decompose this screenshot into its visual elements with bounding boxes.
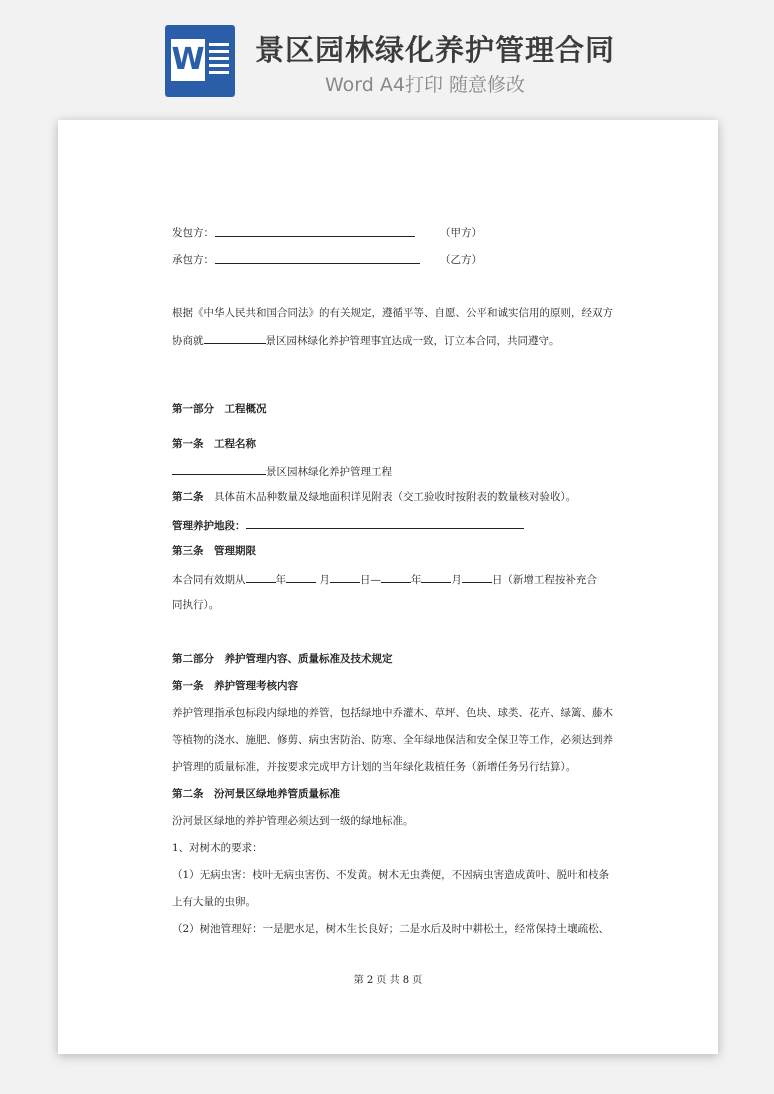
preamble-blank: [204, 332, 266, 344]
term-d: 日—: [359, 574, 381, 586]
art2-label: 第二条: [172, 491, 204, 503]
party-a-blank: [215, 224, 415, 237]
p2-art2-heading: 第二条 汾河景区绿地养管质量标准: [172, 788, 340, 800]
party-b-tag: （乙方）: [440, 254, 482, 266]
art1-line: [172, 463, 392, 479]
section-label: 管理养护地段：: [172, 520, 246, 532]
word-icon: [165, 25, 235, 97]
page-title: 景区园林绿化养护管理合同: [255, 33, 616, 67]
preamble-line-1: 根据《中华人民共和国合同法》的有关规定，遵循平等、自愿、公平和诚实信用的原则，经双方: [172, 307, 613, 319]
item1-line-2: 上有大量的虫卵。: [172, 896, 256, 908]
p2-art1-line-1: 养护管理指承包标段内绿地的养管，包括绿地中乔灌木、草坪、色块、球类、花卉、绿篱、藤木: [172, 707, 613, 719]
term-line-2: 同执行）。: [172, 599, 220, 611]
art1-heading: 第一条 工程名称: [172, 438, 256, 450]
p2-art1-line-3: 护管理的质量标准，并按要求完成甲方计划的当年绿化栽植任务（新增任务另行结算）。: [172, 761, 577, 773]
term-blank: [421, 571, 451, 583]
term-blank: [246, 571, 276, 583]
art3-heading: 第三条 管理期限: [172, 545, 256, 557]
preamble-line-2: [172, 332, 560, 348]
art2-line: [172, 490, 576, 504]
p2-art1-line-2: 等植物的浇水、施肥、修剪、病虫害防治、防寒、全年绿地保洁和安全保卫等工作，必须达到养: [172, 734, 613, 746]
term-blank: [286, 571, 316, 583]
term-line: [172, 571, 597, 587]
party-b-label: 承包方：: [172, 254, 214, 266]
term-blank: [381, 571, 411, 583]
term-a: 本合同有效期从: [172, 574, 246, 586]
art2-text: 具体苗木品种数量及绿地面积详见附表（交工验收时按附表的数量核对验收）。: [203, 491, 577, 503]
page-footer: 第 2 页 共 8 页: [353, 975, 423, 986]
trees-heading: 1、对树木的要求：: [172, 842, 263, 854]
item2-line-1: （2）树池管理好：一是肥水足，树木生长良好；二是水后及时中耕松土，经常保持土壤疏松、: [172, 923, 610, 935]
term-g: 日（新增工程按补充合: [491, 574, 597, 586]
preamble-2a: 协商就: [172, 335, 204, 347]
term-c: 月: [319, 574, 330, 586]
item1-line-1: （1）无病虫害：枝叶无病虫害伤、不发黄。树木无虫粪便，不因病虫害造成黄叶、脱叶和枝条: [172, 869, 610, 881]
document-page: [58, 120, 718, 1054]
party-b-blank: [215, 251, 420, 264]
party-a-tag: （甲方）: [440, 227, 482, 239]
section-blank: [246, 517, 524, 529]
word-icon-letter: W: [171, 39, 205, 81]
project-name-blank: [172, 463, 266, 475]
term-blank: [462, 571, 492, 583]
header: [0, 0, 774, 110]
p2-art2-line-1: 汾河景区绿地的养护管理必须达到一级的绿地标准。: [172, 815, 414, 827]
term-b: 年: [275, 574, 286, 586]
term-f: 月: [451, 574, 462, 586]
section-line: [172, 517, 524, 533]
party-a-label: 发包方：: [172, 227, 214, 239]
term-blank: [330, 571, 360, 583]
word-icon-lines: [209, 43, 229, 78]
p2-art1-heading: 第一条 养护管理考核内容: [172, 680, 298, 692]
art1-text: 景区园林绿化养护管理工程: [266, 466, 392, 478]
page-subtitle: Word A4打印 随意修改: [325, 74, 526, 96]
term-e: 年: [410, 574, 422, 586]
part1-heading: 第一部分 工程概况: [172, 403, 267, 415]
preamble-2b: 景区园林绿化养护管理事宜达成一致，订立本合同，共同遵守。: [265, 335, 560, 347]
part2-heading: 第二部分 养护管理内容、质量标准及技术规定: [172, 653, 393, 665]
